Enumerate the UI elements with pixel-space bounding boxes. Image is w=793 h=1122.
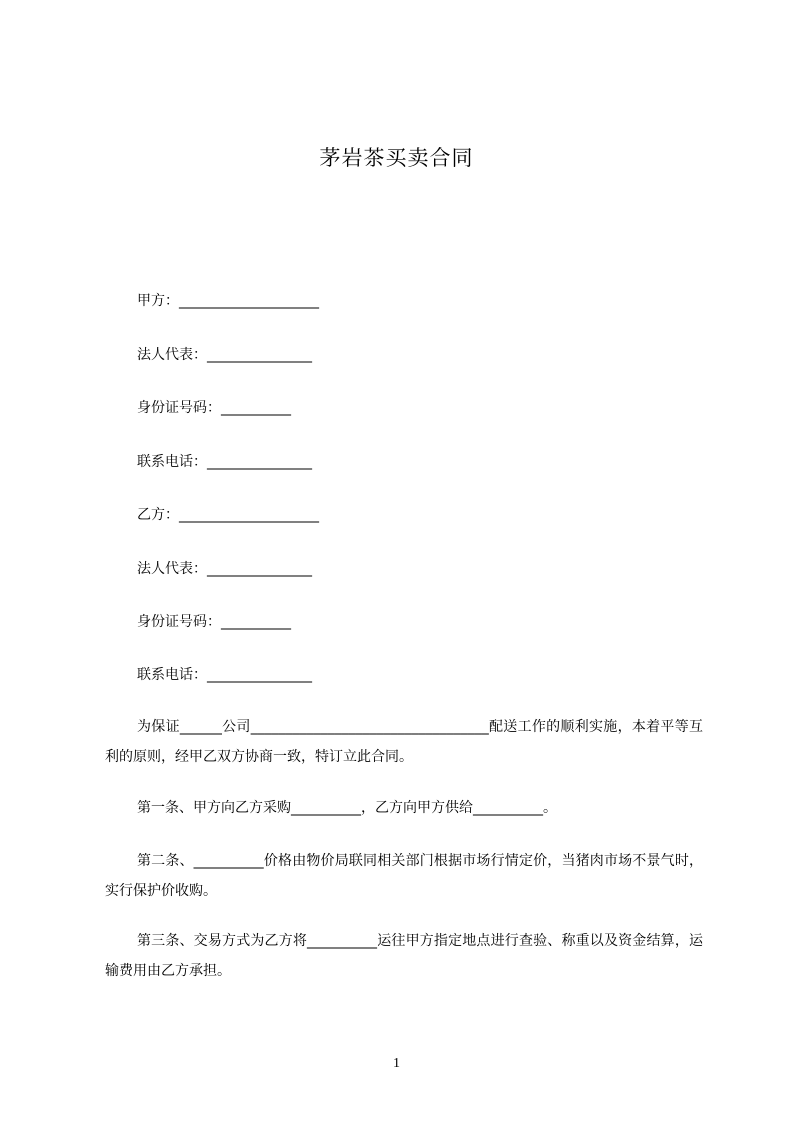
- page-number: 1: [393, 1056, 400, 1071]
- party-a-id-number-field: 身份证号码：__________: [137, 400, 291, 416]
- party-b-field: 乙方：____________________: [137, 507, 319, 523]
- document-title: 茅岩茶买卖合同: [319, 146, 474, 170]
- article-3-paragraph: 第三条、交易方式为乙方将__________运往甲方指定地点进行查验、称重以及资金结算，运输费用由乙方承担。: [105, 933, 703, 979]
- article-1-paragraph: 第一条、甲方向乙方采购__________，乙方向甲方供给__________。: [137, 800, 557, 816]
- party-a-legal-rep-field: 法人代表：_______________: [137, 347, 312, 363]
- party-b-phone-field: 联系电话：_______________: [137, 667, 312, 683]
- article-2-paragraph: 第二条、__________价格由物价局联同相关部门根据市场行情定价，当猪肉市场不景气时，实行保护价收购。: [105, 853, 703, 899]
- intro-paragraph: 为保证______公司__________________________________配送工作的顺利实施，本着平等互利的原则，经甲乙双方协商一致，特订立此合同。: [105, 719, 703, 765]
- party-b-legal-rep-field: 法人代表：_______________: [137, 561, 312, 577]
- party-a-phone-field: 联系电话：_______________: [137, 454, 312, 470]
- party-b-id-number-field: 身份证号码：__________: [137, 614, 291, 630]
- party-a-field: 甲方：____________________: [137, 293, 319, 309]
